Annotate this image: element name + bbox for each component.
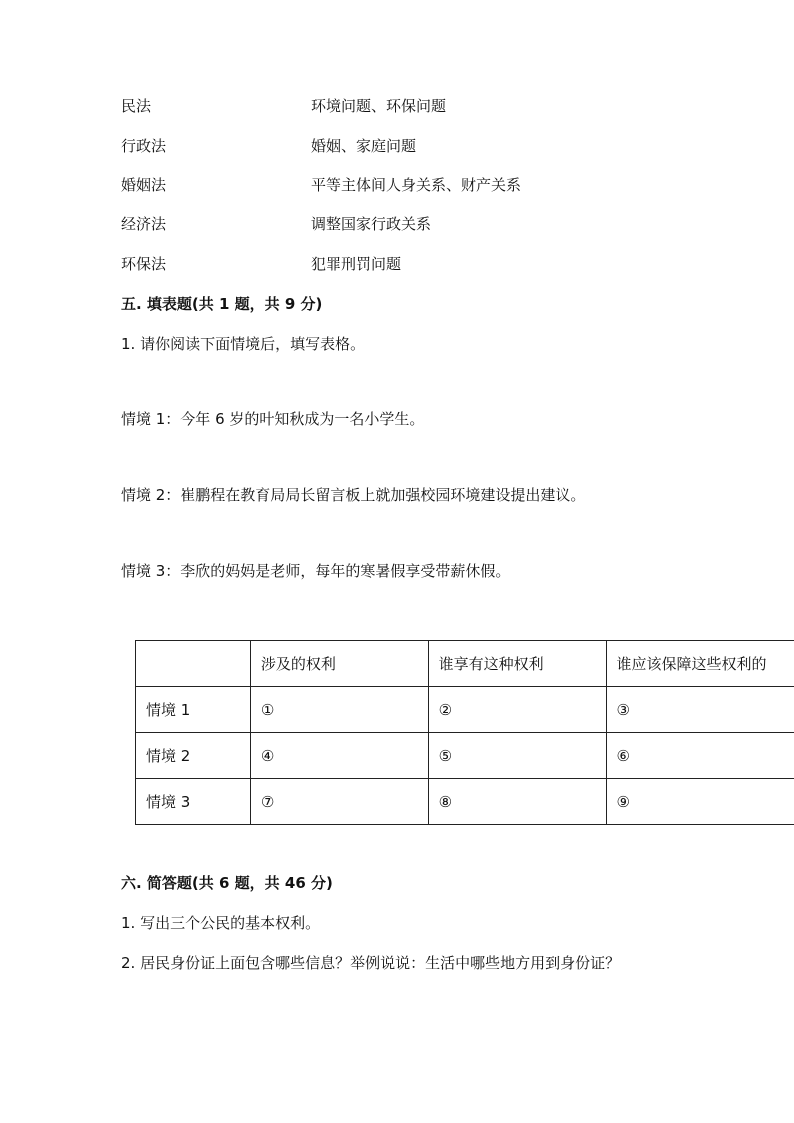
law-name: 经济法	[121, 215, 167, 233]
situation-1: 情境 1：今年 6 岁的叶知秋成为一名小学生。	[121, 410, 425, 428]
table-cell: 情境 2	[136, 733, 251, 779]
table-header-cell: 谁应该保障这些权利的	[606, 641, 794, 687]
table-cell: ⑧	[428, 779, 606, 825]
table-cell: ⑤	[428, 733, 606, 779]
table-header-cell	[136, 641, 251, 687]
law-scope: 平等主体间人身关系、财产关系	[311, 176, 522, 194]
section5-heading: 五. 填表题(共 1 题，共 9 分)	[121, 295, 323, 313]
table-row	[136, 779, 794, 825]
table-header-cell: 谁享有这种权利	[428, 641, 606, 687]
law-name: 婚姻法	[121, 176, 167, 194]
law-name: 行政法	[121, 137, 167, 155]
table-row	[136, 733, 794, 779]
table-header-cell: 涉及的权利	[250, 641, 428, 687]
section5-question-1: 1. 请你阅读下面情境后，填写表格。	[121, 335, 366, 353]
table-header-row	[136, 641, 794, 687]
table-cell: ⑨	[606, 779, 794, 825]
table-cell: ③	[606, 687, 794, 733]
section6-heading: 六. 简答题(共 6 题，共 46 分)	[121, 874, 333, 892]
section6-question-1: 1. 写出三个公民的基本权利。	[121, 914, 321, 932]
law-scope: 犯罪刑罚问题	[311, 255, 402, 273]
situation-3: 情境 3：李欣的妈妈是老师，每年的寒暑假享受带薪休假。	[121, 562, 511, 580]
law-scope: 调整国家行政关系	[311, 215, 432, 233]
table-cell: ④	[250, 733, 428, 779]
law-name: 民法	[121, 97, 152, 115]
table-cell: ①	[250, 687, 428, 733]
situation-2: 情境 2：崔鹏程在教育局局长留言板上就加强校园环境建设提出建议。	[121, 486, 586, 504]
law-scope: 环境问题、环保问题	[311, 97, 447, 115]
table-row	[136, 687, 794, 733]
table-cell: ②	[428, 687, 606, 733]
table-cell: 情境 3	[136, 779, 251, 825]
section6-question-2: 2. 居民身份证上面包含哪些信息？举例说说：生活中哪些地方用到身份证？	[121, 954, 621, 972]
table-cell: ⑦	[250, 779, 428, 825]
law-scope: 婚姻、家庭问题	[311, 137, 417, 155]
table-cell: ⑥	[606, 733, 794, 779]
law-name: 环保法	[121, 255, 167, 273]
rights-table	[135, 640, 794, 825]
table-cell: 情境 1	[136, 687, 251, 733]
